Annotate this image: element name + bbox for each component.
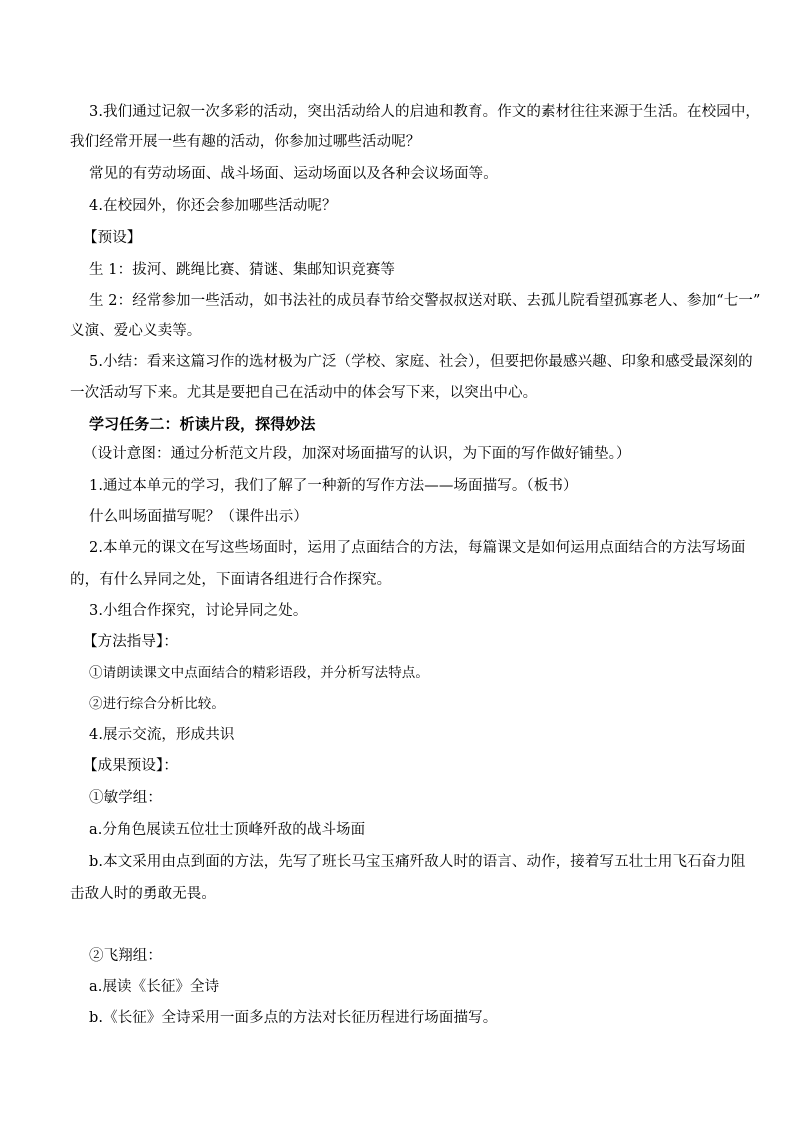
section-label: 【预设】 [83, 230, 142, 246]
paragraph-line: ②进行综合分析比较。 [89, 696, 225, 712]
paragraph-line: b.《长征》全诗采用一面多点的方法对长征历程进行场面描写。 [89, 1010, 498, 1026]
paragraph-line: 4.展示交流，形成共识 [89, 727, 235, 743]
paragraph-line: 5.小结：看来这篇习作的选材极为广泛（学校、家庭、社会），但要把你最感兴趣、印象和感受最深刻的 [89, 354, 753, 370]
section-label: 【方法指导】： [83, 634, 178, 650]
paragraph-line: 常见的有劳动场面、战斗场面、运动场面以及各种会议场面等。 [89, 166, 498, 182]
paragraph-line: a.分角色展读五位壮士顶峰歼敌的战斗场面 [89, 822, 366, 838]
paragraph-line: 义演、爱心义卖等。 [70, 323, 202, 339]
paragraph-line: 2.本单元的课文在写这些场面时，运用了点面结合的方法，每篇课文是如何运用点面结合的方法写场面 [89, 540, 746, 556]
paragraph-line: a.展读《长征》全诗 [89, 979, 220, 995]
paragraph-line: 3.小组合作探究，讨论异同之处。 [89, 603, 308, 619]
paragraph-line: 什么叫场面描写呢？（课件出示） [89, 509, 308, 525]
paragraph-line: ①敏学组： [89, 790, 162, 806]
paragraph-line: 4.在校园外，你还会参加哪些活动呢？ [89, 198, 337, 214]
paragraph-line: 1.通过本单元的学习，我们了解了一种新的写作方法——场面描写。（板书） [89, 478, 578, 494]
paragraph-line: 一次活动写下来。尤其是要把自己在活动中的体会写下来，以突出中心。 [70, 385, 538, 401]
paragraph-line: b.本文采用由点到面的方法，先写了班长马宝玉痛歼敌人时的语言、动作，接着写五壮士用飞石奋力阻 [89, 854, 746, 870]
paragraph-line: 3.我们通过记叙一次多彩的活动，突出活动给人的启迪和教育。作文的素材往往来源于生活。在校园中， [89, 104, 761, 120]
section-label: 【成果预设】： [83, 758, 178, 774]
paragraph-line: 生 1：拔河、跳绳比赛、猜谜、集邮知识竞赛等 [89, 262, 396, 278]
paragraph-line: 击敌人时的勇敢无畏。 [70, 886, 216, 902]
paragraph-line: ②飞翔组： [89, 948, 162, 964]
paragraph-line: 生 2：经常参加一些活动，如书法社的成员春节给交警叔叔送对联、去孤儿院看望孤寡老人、参加“七一” [89, 293, 761, 309]
paragraph-line: 的，有什么异同之处，下面请各组进行合作探究。 [70, 572, 392, 588]
paragraph-line: ①请朗读课文中点面结合的精彩语段，并分析写法特点。 [89, 665, 429, 681]
paragraph-line: 我们经常开展一些有趣的活动，你参加过哪些活动呢？ [70, 134, 421, 150]
section-heading: 学习任务二：析读片段，探得妙法 [89, 415, 316, 433]
paragraph-line: （设计意图：通过分析范文片段，加深对场面描写的认识，为下面的写作做好铺垫。） [83, 446, 631, 462]
